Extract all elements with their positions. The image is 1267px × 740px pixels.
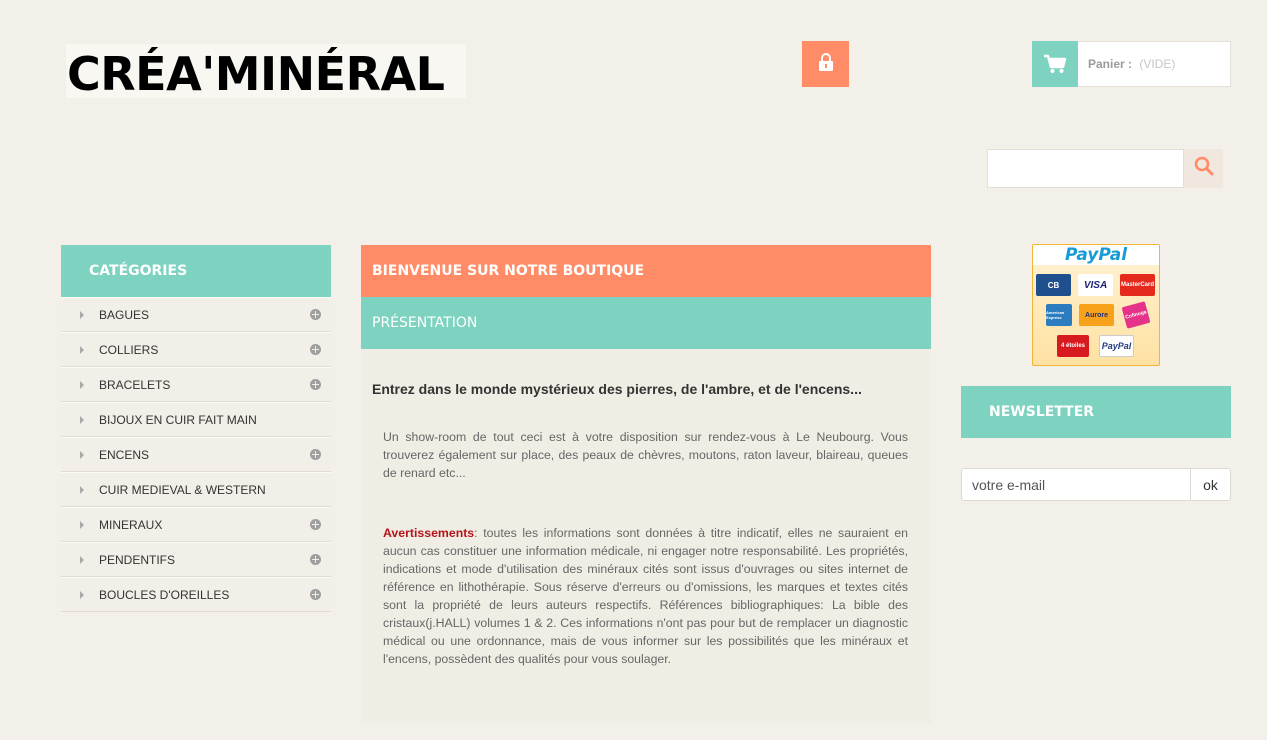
category-label: ENCENS: [99, 447, 150, 462]
visa-card-icon: VISA: [1078, 274, 1113, 296]
expand-plus-icon[interactable]: [310, 589, 321, 600]
newsletter-email-input[interactable]: [961, 468, 1191, 501]
cart-summary[interactable]: [1032, 41, 1231, 87]
cofinoga-card-icon: Cofinoga: [1122, 301, 1151, 328]
newsletter-title: NEWSLETTER: [961, 386, 1231, 438]
category-label: PENDENTIFS: [99, 552, 176, 567]
main-content: [361, 245, 931, 723]
cb-card-icon: CB: [1036, 274, 1071, 296]
category-item[interactable]: [61, 332, 331, 367]
category-item[interactable]: [61, 437, 331, 472]
caret-right-icon: [80, 556, 84, 564]
categories-list: [61, 297, 331, 612]
lock-icon: [819, 53, 833, 76]
cart-icon: [1032, 41, 1078, 87]
expand-plus-icon[interactable]: [310, 554, 321, 565]
newsletter-block: [961, 386, 1231, 438]
aurore-card-icon: Aurore: [1079, 304, 1114, 326]
caret-right-icon: [80, 486, 84, 494]
category-item[interactable]: [61, 402, 331, 437]
category-label: BIJOUX EN CUIR FAIT MAIN: [99, 412, 257, 427]
showroom-paragraph: Un show-room de tout ceci est à votre disposition sur rendez-vous à Le Neubourg. Vous trouverez également sur place, des peaux de chèvres, moutons, raton laveur, blaireau, queues de renard etc...: [383, 430, 908, 480]
cart-label: Panier :: [1088, 57, 1133, 71]
expand-plus-icon[interactable]: [310, 379, 321, 390]
site-logo[interactable]: CRÉA'MINÉRAL: [66, 44, 466, 98]
search-icon: [1194, 156, 1214, 181]
category-label: BAGUES: [99, 307, 150, 322]
warning-paragraph: [383, 524, 908, 668]
category-item[interactable]: [61, 542, 331, 577]
category-label: COLLIERS: [99, 342, 159, 357]
category-label: BRACELETS: [99, 377, 171, 392]
caret-right-icon: [80, 416, 84, 424]
presentation-heading: PRÉSENTATION: [361, 297, 931, 349]
category-item[interactable]: [61, 577, 331, 612]
newsletter-submit-button[interactable]: ok: [1191, 468, 1231, 501]
warning-label: Avertissements: [383, 526, 475, 540]
expand-plus-icon[interactable]: [310, 309, 321, 320]
category-item[interactable]: [61, 507, 331, 542]
categories-block: [61, 245, 331, 612]
category-item[interactable]: [61, 367, 331, 402]
caret-right-icon: [80, 381, 84, 389]
category-label: BOUCLES D'OREILLES: [99, 587, 230, 602]
paypal-card-icon: PayPal: [1099, 335, 1134, 357]
search-button[interactable]: [1184, 149, 1223, 188]
categories-title: CATÉGORIES: [61, 245, 331, 297]
caret-right-icon: [80, 346, 84, 354]
category-label: CUIR MEDIEVAL & WESTERN: [99, 482, 266, 497]
intro-text: Entrez dans le monde mystérieux des pierres, de l'ambre, et de l'encens...: [372, 381, 862, 397]
expand-plus-icon[interactable]: [310, 344, 321, 355]
welcome-heading: BIENVENUE SUR NOTRE BOUTIQUE: [361, 245, 931, 297]
mastercard-icon: MasterCard: [1120, 274, 1155, 296]
search-input[interactable]: [987, 149, 1184, 188]
caret-right-icon: [80, 451, 84, 459]
newsletter-form: [961, 468, 1231, 501]
login-button[interactable]: [802, 41, 849, 87]
warning-text: : toutes les informations sont données à titre indicatif, elles ne sauraient en aucun cas constituer une information médicale, ni engager notre responsabilité. Les propriétés, indications et mode d'utilisation des minéraux cités sont issus d'ouvrages ou sites internet de référence en lithothérapie. Sous réserve d'erreurs ou d'omissions, les marques et textes cités sont la propriété de leurs auteurs respectifs. Références bibliographiques: La bible des cristaux(j.HALL) volumes 1 & 2. Ces informations n'ont pas pour but de remplacer un diagnostic médical ou une ordonnance, mais de vous informer sur les possibilités que les minéraux et l'encens, possèdent des qualités pour vous soulager.: [383, 526, 908, 666]
caret-right-icon: [80, 311, 84, 319]
caret-right-icon: [80, 521, 84, 529]
4etoiles-card-icon: 4 étoiles: [1057, 335, 1089, 357]
paypal-payment-logos: [1032, 244, 1160, 366]
paypal-logo: PayPal: [1033, 245, 1159, 265]
category-label: MINERAUX: [99, 517, 163, 532]
category-item[interactable]: [61, 472, 331, 507]
caret-right-icon: [80, 591, 84, 599]
expand-plus-icon[interactable]: [310, 449, 321, 460]
cart-status: (VIDE): [1139, 57, 1176, 71]
search-bar: [987, 149, 1223, 188]
category-item[interactable]: [61, 297, 331, 332]
expand-plus-icon[interactable]: [310, 519, 321, 530]
amex-card-icon: American Express: [1046, 304, 1072, 326]
